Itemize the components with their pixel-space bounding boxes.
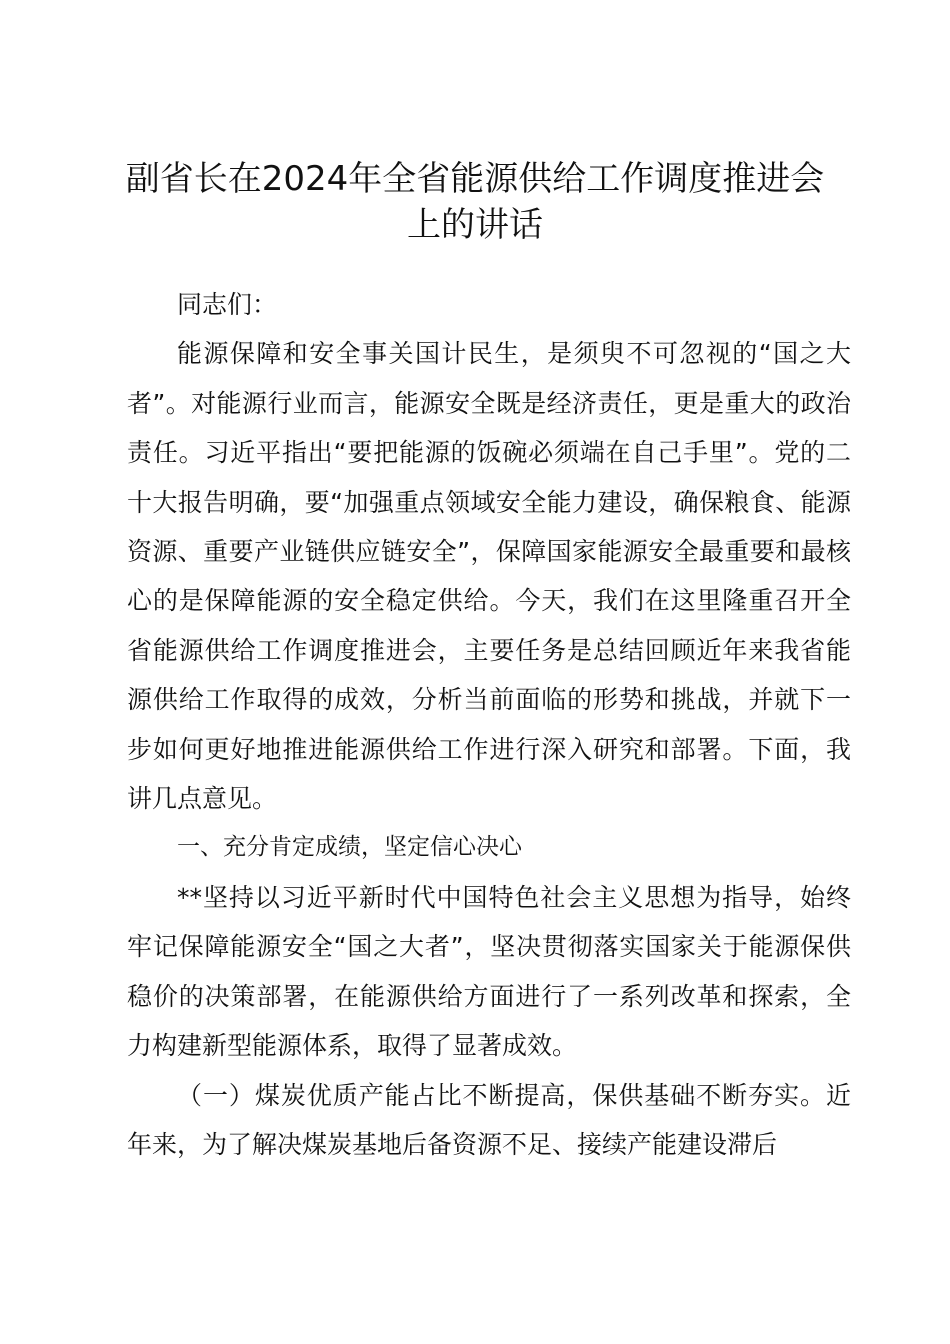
section-paragraph-2: （一）煤炭优质产能占比不断提高，保供基础不断夯实。近年来，为了解决煤炭基地后备资源不足、接续产能建设滞后	[127, 1080, 851, 1159]
document-title: 副省长在2024年全省能源供给工作调度推进会上的讲话	[125, 159, 825, 245]
document-body	[127, 280, 851, 1169]
salutation: 同志们：	[177, 290, 278, 319]
section-paragraph-1: **坚持以习近平新时代中国特色社会主义思想为指导，始终牢记保障能源安全“国之大者”，坚决贯彻落实国家关于能源保供稳价的决策部署，在能源供给方面进行了一系列改革和探索，全力构建新型能源体系，取得了显著成效。	[127, 882, 851, 1061]
intro-paragraph: 能源保障和安全事关国计民生，是须臾不可忽视的“国之大者”。对能源行业而言，能源安全既是经济责任，更是重大的政治责任。习近平指出“要把能源的饭碗必须端在自己手里”。党的二十大报告明确，要“加强重点领域安全能力建设，确保粮食、能源资源、重要产业链供应链安全”，保障国家能源安全最重要和最核心的是保障能源的安全稳定供给。今天，我们在这里隆重召开全省能源供给工作调度推进会，主要任务是总结回顾近年来我省能源供给工作取得的成效，分析当前面临的形势和挑战，并就下一步如何更好地推进能源供给工作进行深入研究和部署。下面，我讲几点意见。	[127, 339, 851, 814]
section-heading: 一、充分肯定成绩，坚定信心决心	[177, 834, 522, 861]
